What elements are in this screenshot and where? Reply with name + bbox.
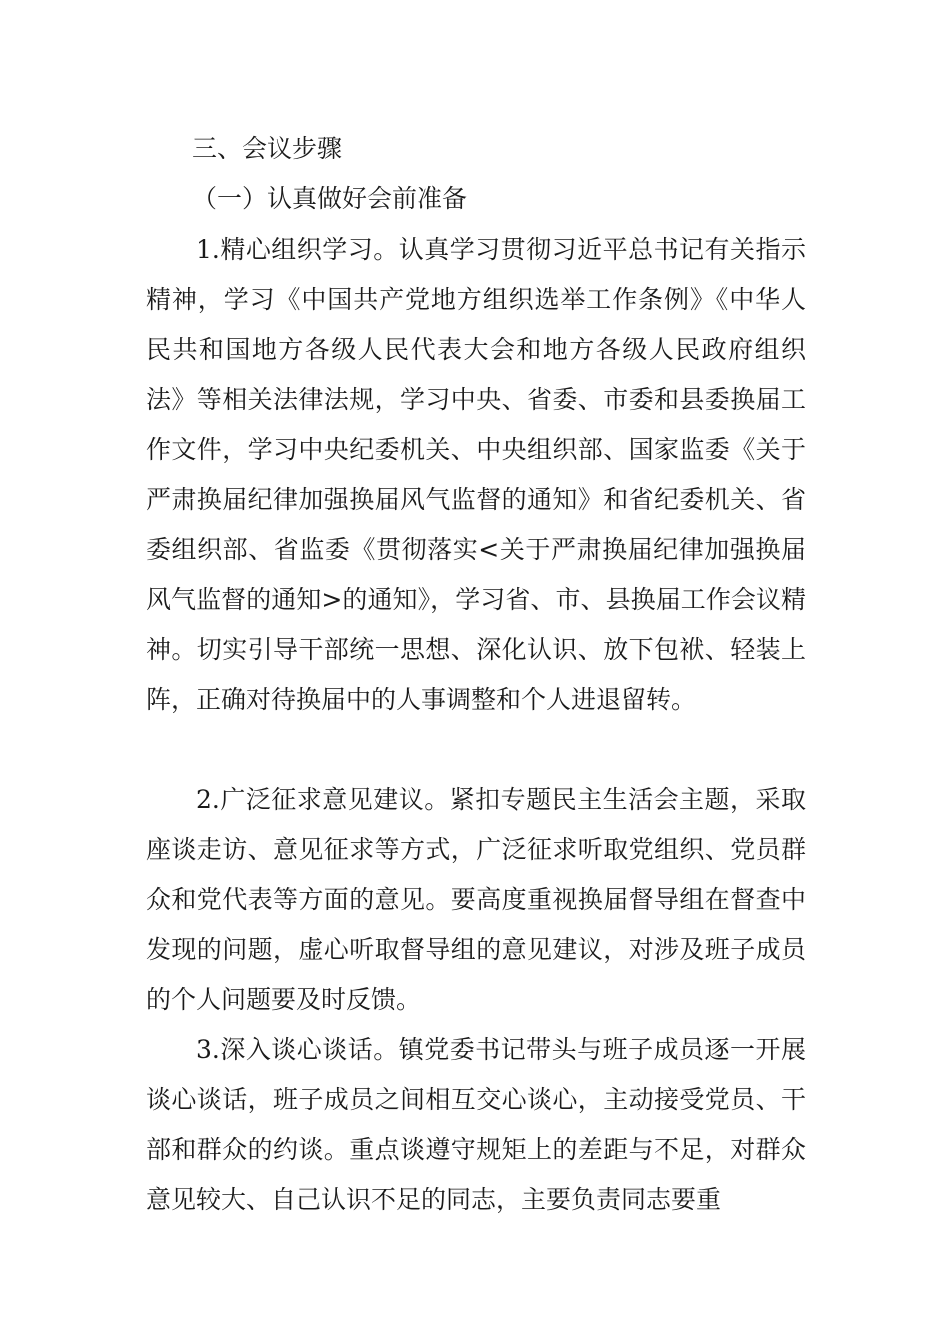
subsection-heading: （一）认真做好会前准备 bbox=[192, 184, 468, 213]
paragraph-study: 1.精心组织学习。认真学习贯彻习近平总书记有关指示精神，学习《中国共产党地方组织选举工作条例》《中华人民共和国地方各级人民代表大会和地方各级人民政府组织法》等相关法律法规，学习中央、省委、市委和县委换届工作文件，学习中央纪委机关、中央组织部、国家监委《关于严肃换届纪律加强换届风气监督的通知》和省纪委机关、省委组织部、省监委《贯彻落实<关于严肃换届纪律加强换届风气监督的通知>的通知》，学习省、市、县换届工作会议精神。切实引导干部统一思想、深化认识、放下包袱、轻装上阵，正确对待换届中的人事调整和个人进退留转。 bbox=[146, 235, 806, 714]
paragraph-talks: 3.深入谈心谈话。镇党委书记带头与班子成员逐一开展谈心谈话，班子成员之间相互交心谈心，主动接受党员、干部和群众的约谈。重点谈遵守规矩上的差距与不足，对群众意见较大、自己认识不足的同志，主要负责同志要重 bbox=[146, 1035, 806, 1214]
section-heading: 三、会议步骤 bbox=[192, 134, 343, 163]
paragraph-opinions: 2.广泛征求意见建议。紧扣专题民主生活会主题，采取座谈走访、意见征求等方式，广泛征求听取党组织、党员群众和党代表等方面的意见。要高度重视换届督导组在督查中发现的问题，虚心听取督导组的意见建议，对涉及班子成员的个人问题要及时反馈。 bbox=[146, 785, 806, 1014]
